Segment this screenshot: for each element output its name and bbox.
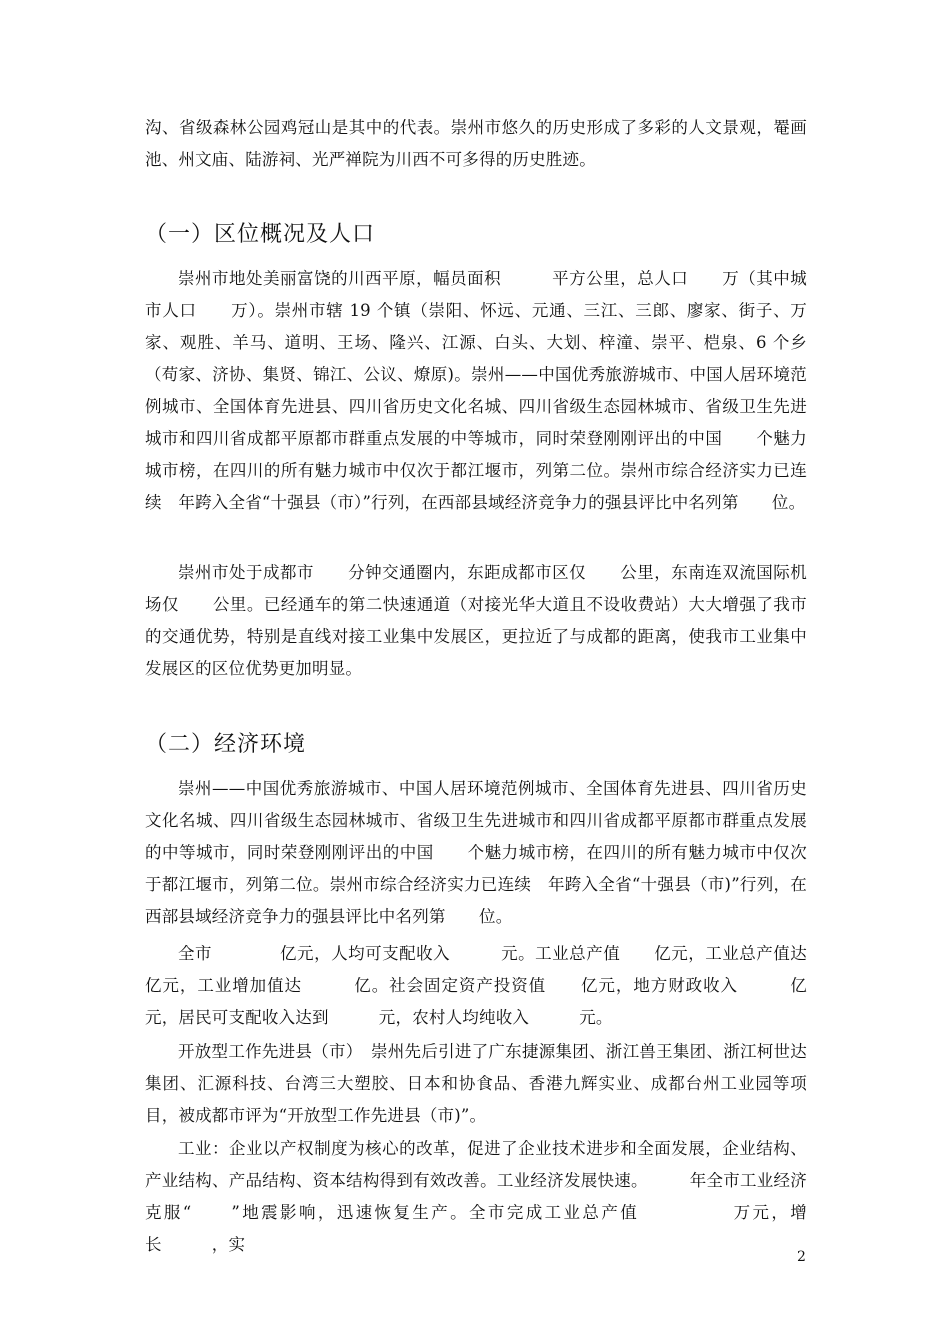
paragraph-economic-figures: 全市 亿元，人均可支配收入 元。工业总产值 亿元，工业总产值达 亿元，工业增加值达 亿。社会固定资产投资值 亿元，地方财政收入 亿元，居民可支配收入达到 元，农村人均纯收入 元。 <box>145 944 841 1027</box>
intro-paragraph: 沟、省级森林公园鸡冠山是其中的代表。崇州市悠久的历史形成了多彩的人文景观，罨画池、州文庙、陆游祠、光严禅院为川西不可多得的历史胜迹。 <box>145 118 807 169</box>
paragraph-location-population: 崇州市地处美丽富饶的川西平原，幅员面积 平方公里，总人口 万（其中城市人口 万）。崇州市辖 19 个镇（崇阳、怀远、元通、三江、三郎、廖家、街子、万家、观胜、羊马、道明、王场、隆兴、江源、白头、大划、梓潼、崇平、桤泉、6 个乡（苟家、济协、集贤、锦江、公议、燎原)。崇州——中国优秀旅游城市、中国人居环境范例城市、全国体育先进县、四川省历史文化名城、四川省级生态园林城市、省级卫生先进城市和四川省成都平原都市群重点发展的中等城市，同时荣登刚刚评出的中国 个魅力城市榜，在四川的所有魅力城市中仅次于都江堰市，列第二位。崇州市综合经济实力已连续 年跨入全省“十强县（市）”行列，在西部县域经济竞争力的强县评比中名列第 位。 <box>145 269 807 512</box>
paragraph-city-honors: 崇州——中国优秀旅游城市、中国人居环境范例城市、全国体育先进县、四川省历史文化名城、四川省级生态园林城市、省级卫生先进城市和四川省成都平原都市群重点发展的中等城市，同时荣登刚刚评出的中国 个魅力城市榜，在四川的所有魅力城市中仅次于都江堰市，列第二位。崇州市综合经济实力已连续 年跨入全省“十强县（市)”行列，在西部县域经济竞争力的强县评比中名列第 位。 <box>145 779 807 926</box>
paragraph-transport: 崇州市处于成都市 分钟交通圈内，东距成都市区仅 公里，东南连双流国际机场仅 公里。已经通车的第二快速通道（对接光华大道且不设收费站）大大增强了我市的交通优势，特别是直线对接工业集中发展区，更拉近了与成都的距离，使我市工业集中发展区的区位优势更加明显。 <box>145 563 807 678</box>
section-heading-location: （一）区位概况及人口 <box>145 222 376 247</box>
page-number: 2 <box>797 1249 806 1265</box>
paragraph-industry: 工业：企业以产权制度为核心的改革，促进了企业技术进步和全面发展，企业结构、产业结构、产品结构、资本结构得到有效改善。工业经济发展快速。 年全市工业经济克服“ ”地震影响，迅速恢复生产。全市完成工业总产值 万元，增长 ，实 <box>145 1139 807 1254</box>
section-heading-economy: （二）经济环境 <box>145 732 307 757</box>
paragraph-open-economy: 开放型工作先进县（市） 崇州先后引进了广东捷源集团、浙江兽王集团、浙江柯世达集团、汇源科技、台湾三大塑胶、日本和协食品、香港九辉实业、成都台州工业园等项目，被成都市评为“开放型工作先进县（市)”。 <box>145 1042 807 1125</box>
